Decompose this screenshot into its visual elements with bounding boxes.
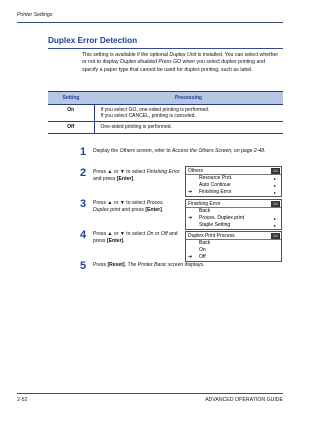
cross-reference-link[interactable]: Access the Others Screen, on page 2-48 <box>172 148 265 154</box>
guide-title: ADVANCED OPERATION GUIDE <box>205 397 283 403</box>
column-header-setting: Setting <box>48 92 94 105</box>
lcd-screen-others <box>185 166 282 197</box>
message-name: Duplex disabled Press GO <box>120 59 182 66</box>
step-number: 5 <box>80 260 87 272</box>
table-header-row <box>48 92 283 105</box>
section-title: Duplex Error Detection <box>48 36 138 45</box>
lcd-screen-finishing-error <box>185 199 282 230</box>
lcd-title: Others 1/1 <box>186 167 281 175</box>
option-name: Duplex Unit <box>169 52 197 58</box>
processing-cell: One-sided printing is performed. <box>94 122 283 133</box>
lcd-menu-item: On <box>199 247 206 253</box>
selection-arrow-icon: ➔ <box>188 189 193 195</box>
chevron-right-icon: ▸ <box>273 190 276 195</box>
step-text: Press [Reset]. The Printer Basic screen displays. <box>93 262 205 268</box>
page-number: 2-52 <box>17 397 28 403</box>
selection-arrow-icon: ➔ <box>188 254 193 260</box>
setting-cell: Off <box>48 122 94 133</box>
lcd-menu-item-selected: ➔ Finishing Error ▸ <box>188 189 276 195</box>
setting-cell: On <box>48 105 94 122</box>
lcd-menu-item: Back <box>199 240 211 246</box>
step-text: Display the Others screen, refer to Access the Others Screen, on page 2-48. <box>93 148 266 154</box>
header-rule <box>17 22 283 23</box>
intro-paragraph: This setting is available if the optional Duplex Unit is installed. You can select whether or not to display Duplex disabled Press GO when you select duplex printing and specify a paper type that cannot be used for duplex printing, such as label. <box>82 52 279 73</box>
lcd-page-indicator: 1/1 <box>273 169 278 173</box>
step-number: 2 <box>80 167 87 179</box>
chevron-right-icon: ▸ <box>273 223 276 228</box>
lcd-page-indicator: 1/1 <box>273 202 278 206</box>
lcd-title: Duplex Print Process 1/1 <box>186 232 281 240</box>
selection-arrow-icon: ➔ <box>188 215 193 221</box>
lcd-screen-duplex-print-process <box>185 231 282 262</box>
step-number: 1 <box>80 146 87 158</box>
lcd-page-indicator: 1/1 <box>273 234 278 238</box>
lcd-menu-item: Auto Continue ▸ <box>199 182 276 188</box>
lcd-menu-item: Staple Setting ▸ <box>199 222 276 228</box>
settings-table <box>48 91 283 134</box>
chevron-right-icon: ▸ <box>273 183 276 188</box>
running-header: Printer Settings <box>17 12 53 18</box>
step-text: Press ▲ or ▼ to select Finishing Error and press [Enter]. <box>93 169 180 182</box>
lcd-menu-item-selected: ➔ Proces. Duplex print ▸ <box>188 215 276 221</box>
lcd-menu-item: Resource Prot. ▸ <box>199 175 276 181</box>
step-text: Press ▲ or ▼ to select Proces. Duplex print and press [Enter]. <box>93 200 164 213</box>
table-row <box>48 105 283 122</box>
chevron-right-icon: ▸ <box>273 176 276 181</box>
column-header-processing: Processing <box>94 92 283 105</box>
table-row <box>48 122 283 133</box>
lcd-menu-item: Back <box>199 208 211 214</box>
step-text: Press ▲ or ▼ to select On or Off and press [Enter]. <box>93 231 178 244</box>
lcd-menu-item-selected: ➔ Off <box>188 254 206 260</box>
section-rule <box>48 48 283 49</box>
step-number: 4 <box>80 229 87 241</box>
footer-rule <box>17 393 283 394</box>
step-number: 3 <box>80 198 87 210</box>
chevron-right-icon: ▸ <box>273 216 276 221</box>
processing-cell: If you select GO, one-sided printing is performed. If you select CANCEL, printing is canceled. <box>94 105 283 122</box>
lcd-title: Finishing Error 1/1 <box>186 200 281 208</box>
